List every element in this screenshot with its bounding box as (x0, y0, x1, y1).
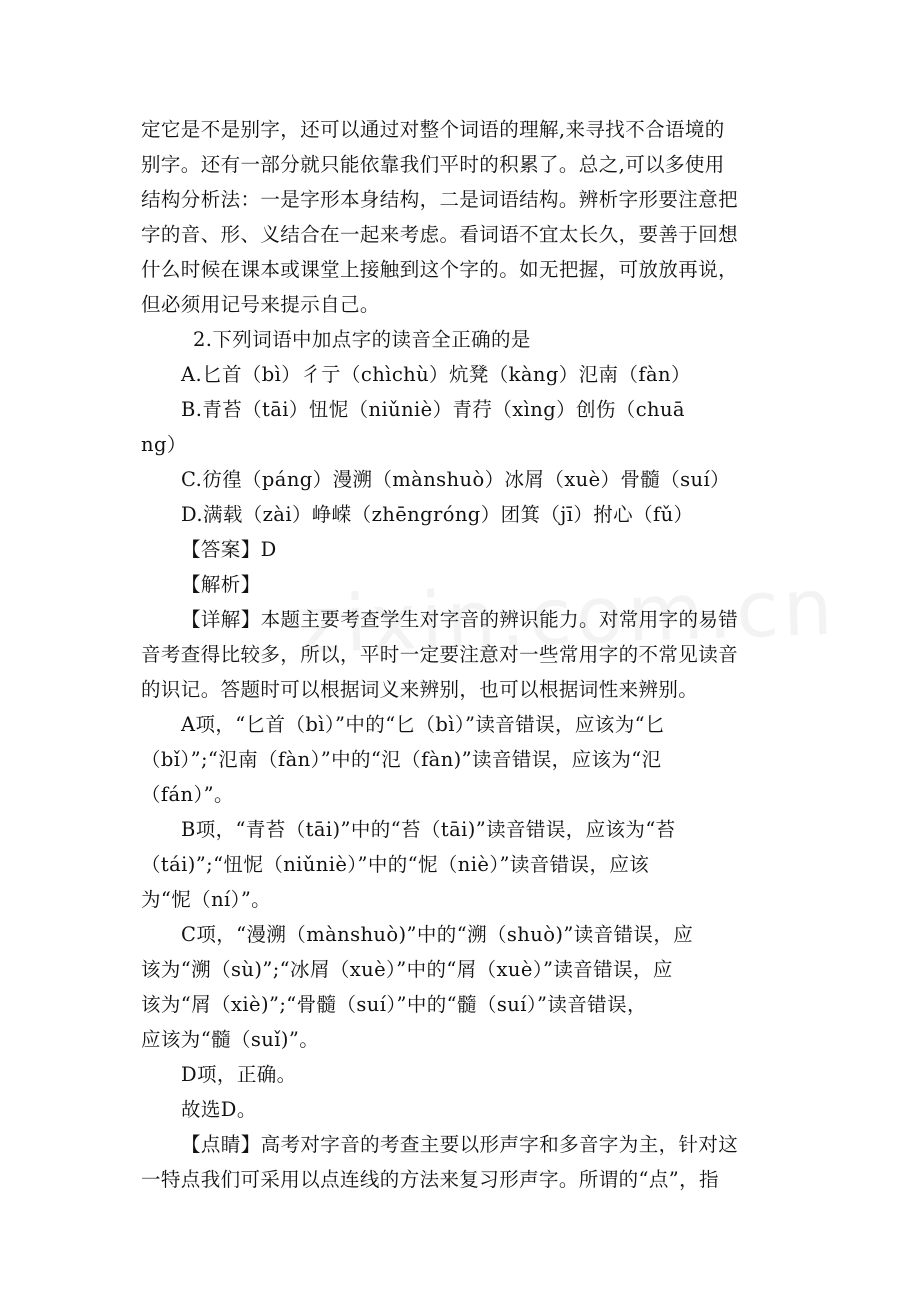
explanation-a: A项，“匕首（bì）”中的“匕（bì）”读音错误，应该为“匕 (181, 713, 665, 736)
text-line: 应该为“髓（suǐ)”。 (141, 1028, 320, 1051)
text-line: 但必须用记号来提示自己。 (141, 293, 380, 316)
tip-paragraph: 【点睛】高考对字音的考查主要以形声字和多音字为主，针对这 (181, 1133, 739, 1156)
text-line: 字的音、形、义结合在一起来考虑。看词语不宜太长久，要善于回想 (141, 223, 739, 246)
text-line: 定它是不是别字，还可以通过对整个词语的理解,来寻找不合语境的 (141, 118, 725, 141)
text-line: 音考查得比较多，所以，平时一定要注意对一些常用字的不常见读音 (141, 643, 739, 666)
explanation-b: B项，“青苔（tāi)”中的“苔（tāi)”读音错误，应该为“苔 (181, 818, 676, 841)
detail-paragraph: 【详解】本题主要考查学生对字音的辨识能力。对常用字的易错 (181, 608, 739, 631)
text-line: 该为“屑（xiè)”;“骨髓（suí）”中的“髓（suí）”读音错误， (141, 993, 647, 1016)
answer-label: 【答案】D (181, 538, 277, 561)
text-line: （tái)”;“忸怩（niǔniè）”中的“怩（niè）”读音错误，应该 (141, 853, 650, 876)
text-line: 一特点我们可采用以点连线的方法来复习形声字。所谓的“点”，指 (141, 1168, 719, 1191)
text-line: 的识记。答题时可以根据词义来辨别，也可以根据词性来辨别。 (141, 678, 699, 701)
text-line: 为“怩（ní）”。 (141, 888, 272, 911)
option-b: B.青苔（tāi）忸怩（niǔniè）青荇（xìng）创伤（chuā (181, 398, 685, 421)
text-line: 该为“溯（sù)”;“冰屑（xuè）”中的“屑（xuè）”读音错误，应 (141, 958, 673, 981)
text-line: 结构分析法：一是字形本身结构，二是词语结构。辨析字形要注意把 (141, 188, 739, 211)
option-c: C.彷徨（páng）漫溯（mànshuò）冰屑（xuè）骨髓（suí） (181, 468, 731, 491)
text-line: （bǐ）”;“氾南（fàn）”中的“氾（fàn)”读音错误，应该为“氾 (141, 748, 662, 771)
analysis-label: 【解析】 (181, 573, 261, 596)
conclusion: 故选D。 (181, 1098, 257, 1121)
document-body (141, 112, 781, 1197)
explanation-c: C项，“漫溯（mànshuò)”中的“溯（shuò)”读音错误，应 (181, 923, 694, 946)
option-d: D.满载（zài）峥嵘（zhēngróng）团箕（jī）拊心（fǔ） (181, 503, 694, 526)
text-line: （fán）”。 (141, 783, 234, 806)
option-b-continued: ng） (141, 433, 187, 456)
explanation-d: D项，正确。 (181, 1063, 297, 1086)
question-stem: 2.下列词语中加点字的读音全正确的是 (193, 328, 531, 351)
text-line: 什么时候在课本或课堂上接触到这个字的。如无把握，可放放再说， (141, 258, 739, 281)
text-line: 别字。还有一部分就只能依靠我们平时的积累了。总之,可以多使用 (141, 153, 725, 176)
option-a: A.匕首（bì）彳亍（chìchù）炕凳（kàng）氾南（fàn） (181, 363, 691, 386)
